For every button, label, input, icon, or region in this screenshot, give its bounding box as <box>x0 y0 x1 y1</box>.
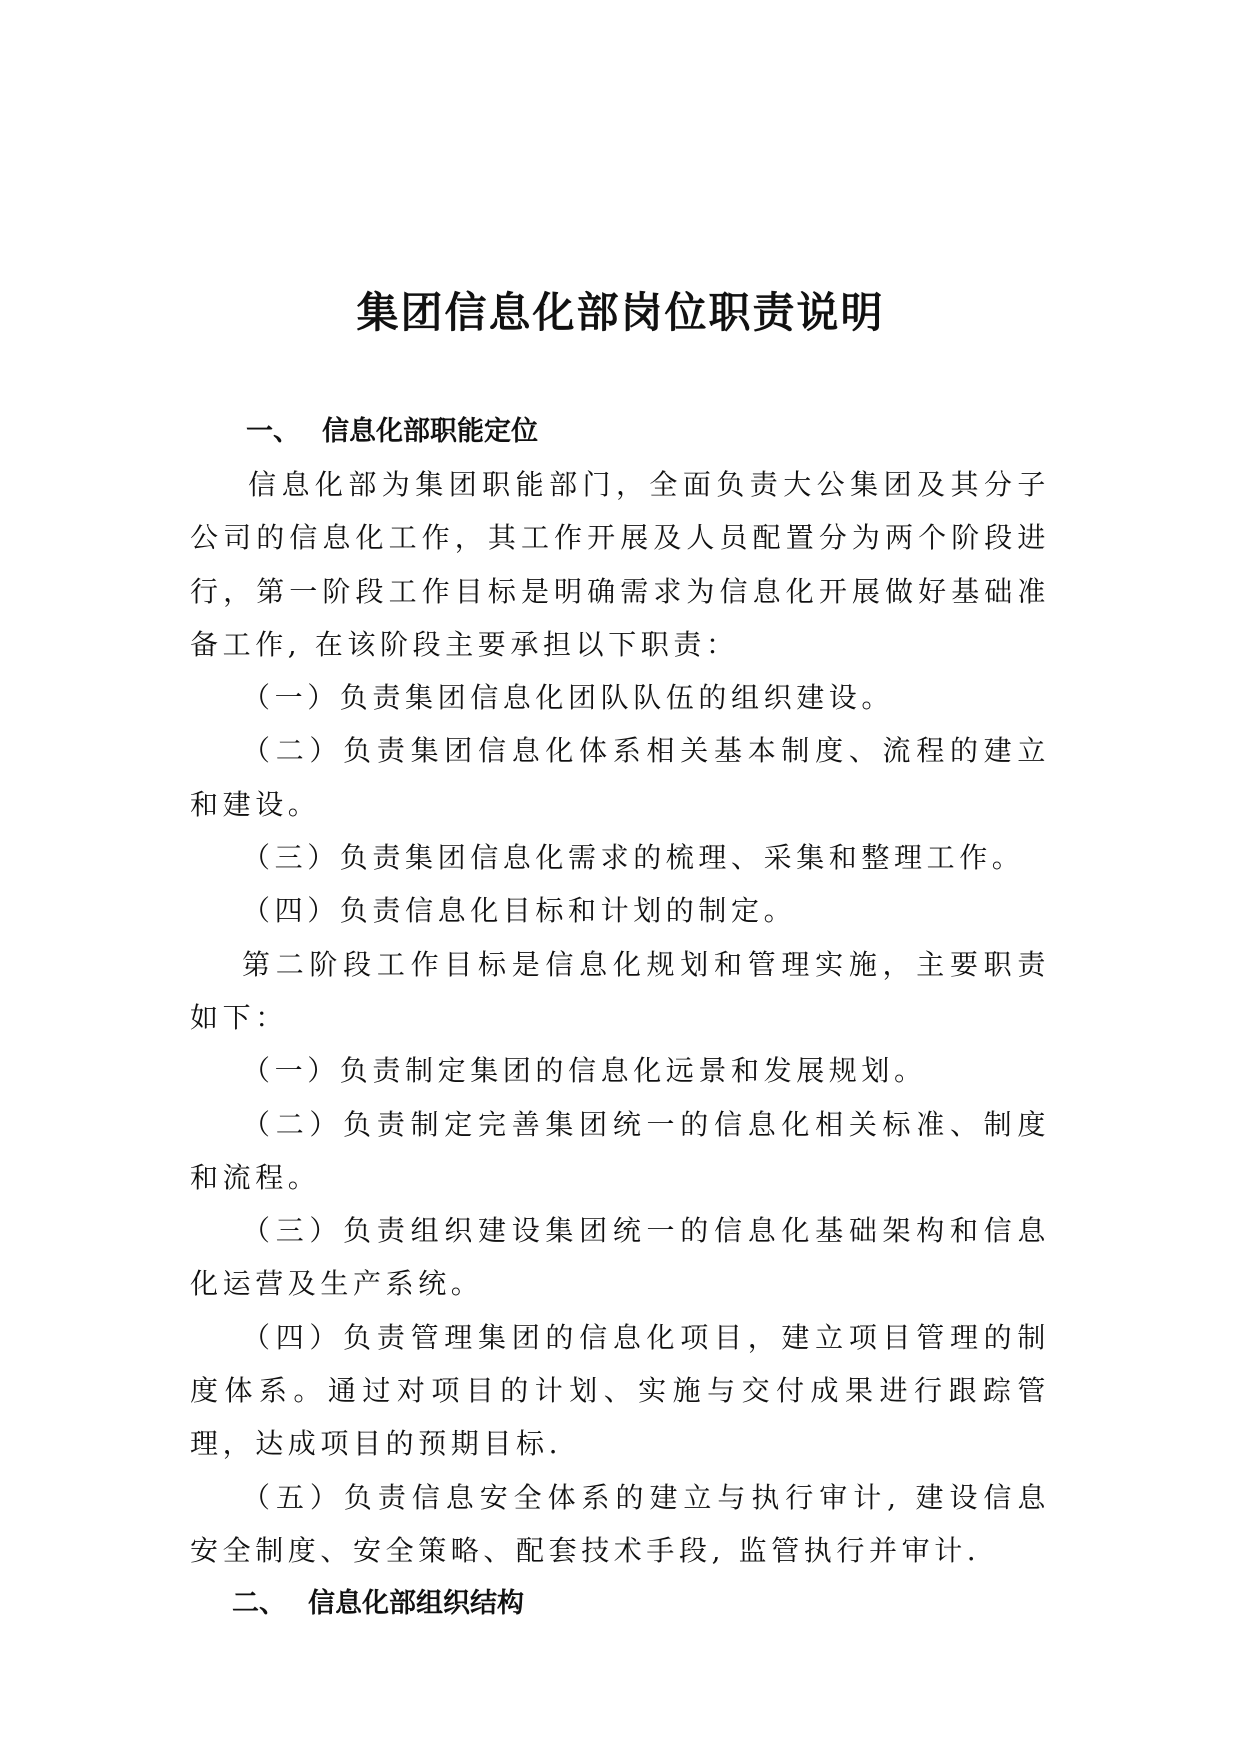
section-heading-text: 信息化部组织结构 <box>308 1588 524 1620</box>
document-body <box>190 405 1050 1630</box>
phase1-item: （一）负责集团信息化团队队伍的组织建设。 <box>242 681 895 715</box>
phase1-item: （二）负责集团信息化体系相关基本制度、流程的建立和建设。 <box>190 734 1050 821</box>
intro-paragraph: 信息化部为集团职能部门，全面负责大公集团及其分子公司的信息化工作，其工作开展及人员配置分为两个阶段进行，第一阶段工作目标是明确需求为信息化开展做好基础准备工作, 在该阶段主要承担以下职责： <box>190 468 1050 661</box>
phase1-item: （四）负责信息化目标和计划的制定。 <box>242 894 797 928</box>
section-heading-text: 信息化部职能定位 <box>322 416 538 447</box>
phase2-item: （五）负责信息安全体系的建立与执行审计, 建设信息安全制度、安全策略、配套技术手段, 监管执行并审计. <box>190 1480 1050 1567</box>
phase2-item: （四）负责管理集团的信息化项目，建立项目管理的制度体系。通过对项目的计划、实施与交付成果进行跟踪管理，达成项目的预期目标. <box>190 1320 1050 1461</box>
phase2-item: （一）负责制定集团的信息化远景和发展规划。 <box>242 1054 927 1088</box>
section-number: 一、 <box>246 416 300 447</box>
section-number: 二、 <box>232 1588 286 1620</box>
phase2-intro: 第二阶段工作目标是信息化规划和管理实施，主要职责如下： <box>190 947 1050 1034</box>
document-title: 集团信息化部岗位职责说明 <box>356 288 885 337</box>
phase1-item: （三）负责集团信息化需求的梳理、采集和整理工作。 <box>242 841 1025 875</box>
section-heading-2 <box>190 1577 1050 1630</box>
section-heading-1 <box>190 405 1050 458</box>
phase2-item: （三）负责组织建设集团统一的信息化基础架构和信息化运营及生产系统。 <box>190 1214 1050 1301</box>
phase2-item: （二）负责制定完善集团统一的信息化相关标准、制度和流程。 <box>190 1107 1050 1194</box>
